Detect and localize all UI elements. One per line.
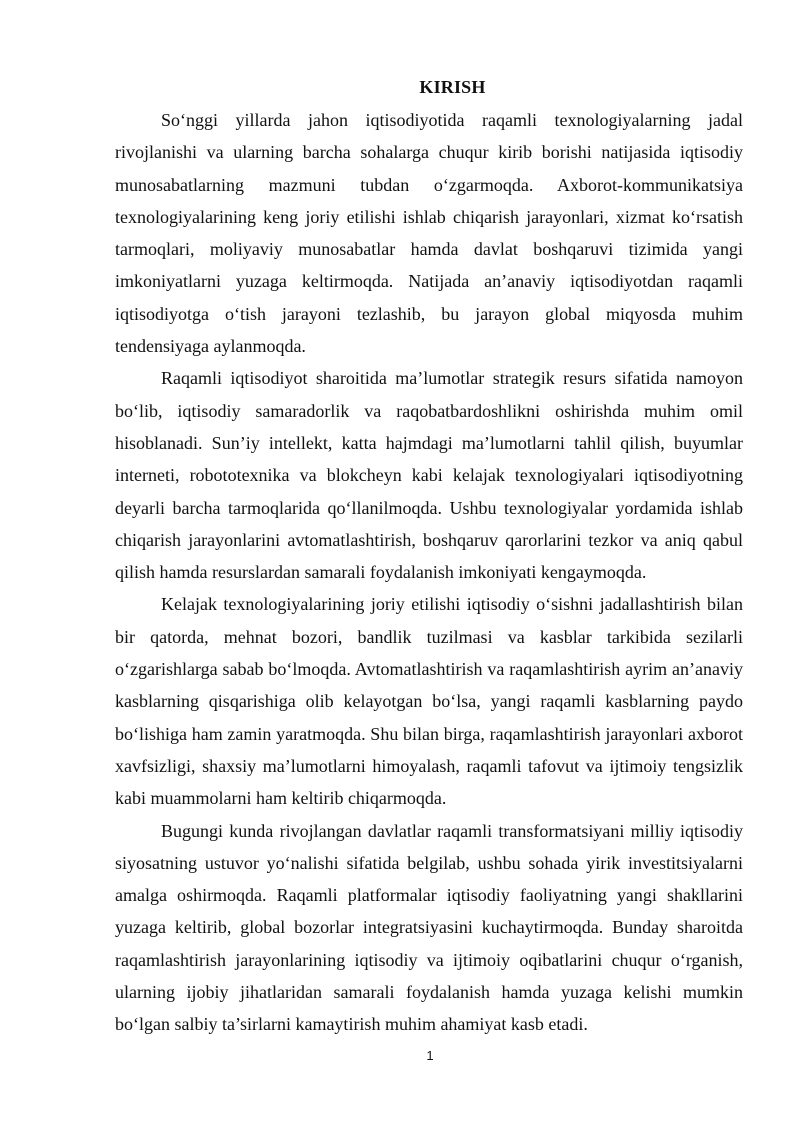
paragraph-3: Kelajak texnologiyalarining joriy etilishi iqtisodiy o‘sishni jadallashtirish bilan bir qatorda, mehnat bozori, bandlik tuzilmasi va kasblar tarkibida sezilarli o‘zgarishlarga sabab bo‘lmoqda. Avtomatlashtirish va raqamlashtirish ayrim an’anaviy kasblarning qisqarishiga olib kelayotgan bo‘lsa, yangi raqamli kasblarning paydo bo‘lishiga ham zamin yaratmoqda. Shu bilan birga, raqamlashtirish jarayonlari axborot xavfsizligi, shaxsiy ma’lumotlarni himoyalash, raqamli tafovut va ijtimoiy tengsizlik kabi muammolarni ham keltirib chiqarmoqda. [115, 594, 743, 809]
paragraph-4: Bugungi kunda rivojlangan davlatlar raqamli transformatsiyani milliy iqtisodiy siyosatning ustuvor yo‘nalishi sifatida belgilab, ushbu sohada yirik investitsiyalarni amalga oshirmoqda. Raqamli platformalar iqtisodiy faoliyatning yangi shakllarini yuzaga keltirib, global bozorlar integratsiyasini kuchaytirmoqda. Bunday sharoitda raqamlashtirish jarayonlarining iqtisodiy va ijtimoiy oqibatlarini chuqur o‘rganish, ularning ijobiy jihatlaridan samarali foydalanish hamda yuzaga kelishi mumkin bo‘lgan salbiy ta’sirlarni kamaytirish muhim ahamiyat kasb etadi. [115, 820, 743, 1035]
page-number: 1 [426, 1048, 434, 1063]
page-title: KIRISH [419, 77, 486, 97]
paragraph-1: So‘nggi yillarda jahon iqtisodiyotida raqamli texnologiyalarning jadal rivojlanishi va ularning barcha sohalarga chuqur kirib borishi natijasida iqtisodiy munosabatlarning mazmuni tubdan o‘zgarmoqda. Axborot-kommunikatsiya texnologiyalarining keng joriy etilishi ishlab chiqarish jarayonlari, xizmat ko‘rsatish tarmoqlari, moliyaviy munosabatlar hamda davlat boshqaruvi tizimida yangi imkoniyatlarni yuzaga keltirmoqda. Natijada an’anaviy iqtisodiyotdan raqamli iqtisodiyotga o‘tish jarayoni tezlashib, bu jarayon global miqyosda muhim tendensiyaga aylanmoqda. [115, 110, 743, 357]
document-body [115, 104, 743, 1041]
paragraph-2: Raqamli iqtisodiyot sharoitida ma’lumotlar strategik resurs sifatida namoyon bo‘lib, iqtisodiy samaradorlik va raqobatbardoshlikni oshirishda muhim omil hisoblanadi. Sun’iy intellekt, katta hajmdagi ma’lumotlarni tahlil qilish, buyumlar interneti, robototexnika va blokcheyn kabi kelajak texnologiyalari iqtisodiyotning deyarli barcha tarmoqlarida qo‘llanilmoqda. Ushbu texnologiyalar yordamida ishlab chiqarish jarayonlarini avtomatlashtirish, boshqaruv qarorlarini tezkor va aniq qabul qilish hamda resurslardan samarali foydalanish imkoniyati kengaymoqda. [115, 368, 743, 583]
